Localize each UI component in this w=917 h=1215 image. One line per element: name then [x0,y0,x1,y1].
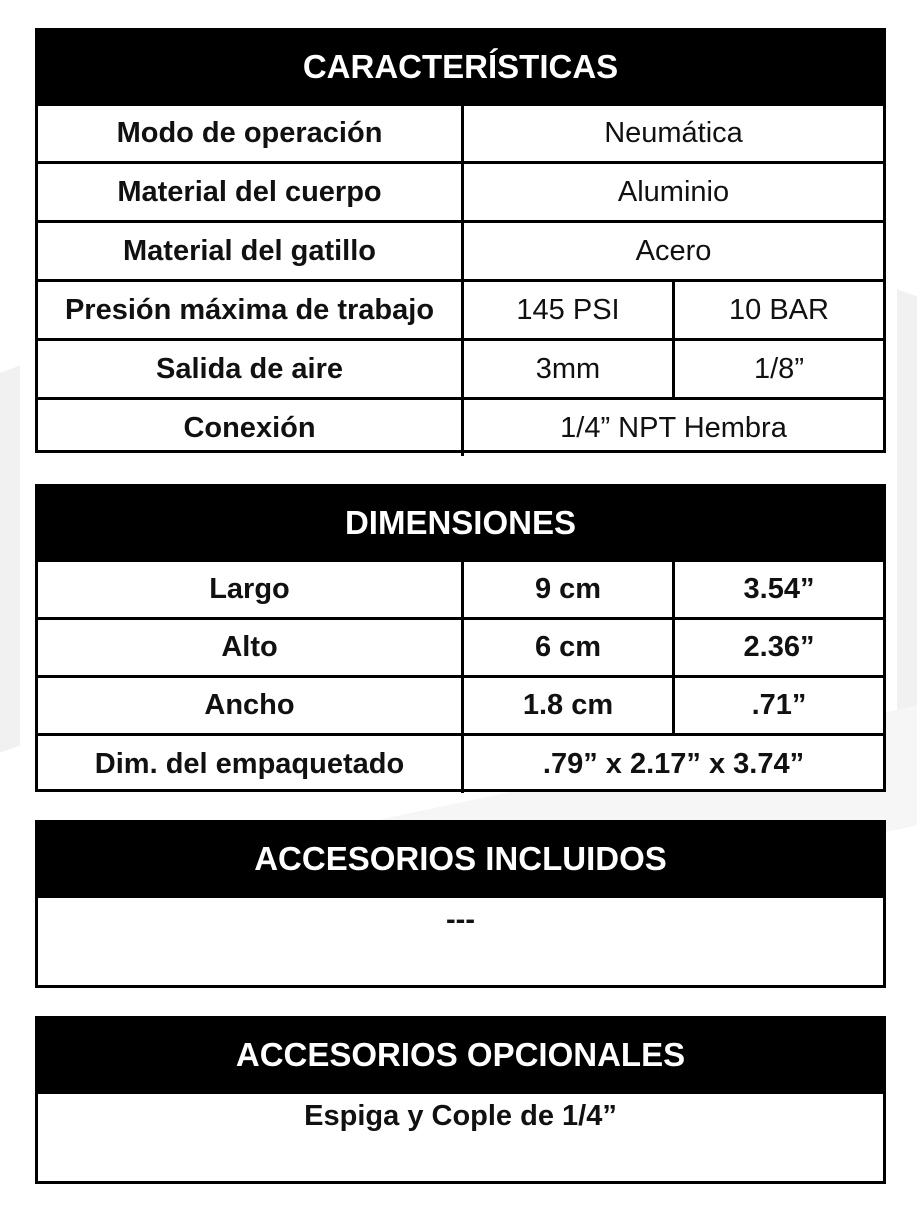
accesorios-opcionales-title: ACCESORIOS OPCIONALES [38,1019,883,1091]
table-row [38,733,883,793]
row-value: Aluminio [461,164,883,220]
row-value-primary: 9 cm [461,562,672,617]
row-value-primary: 145 PSI [461,282,672,338]
accesorios-incluidos-content: --- [38,895,883,985]
row-label: Modo de operación [116,117,383,149]
row-value-secondary: 2.36” [672,620,883,675]
table-row [38,220,883,279]
accesorios-incluidos-box [35,820,886,988]
accesorios-opcionales-content: Espiga y Cople de 1/4” [38,1091,883,1181]
row-value-secondary: 1/8” [672,341,883,397]
table-row [38,559,883,617]
dimensiones-title: DIMENSIONES [38,487,883,559]
row-value: Neumática [461,106,883,161]
table-row [38,103,883,161]
background-shape [0,365,20,774]
row-label: Ancho [204,689,295,721]
row-label: Alto [221,631,278,663]
caracteristicas-title: CARACTERÍSTICAS [38,31,883,103]
accesorios-opcionales-box [35,1016,886,1184]
table-row [38,617,883,675]
row-value-secondary: .71” [672,678,883,733]
row-value: 1/4” NPT Hembra [461,400,883,456]
table-row [38,675,883,733]
table-row [38,397,883,456]
row-value-secondary: 3.54” [672,562,883,617]
row-label: Salida de aire [156,352,343,385]
table-row [38,161,883,220]
caracteristicas-table [35,28,886,453]
accesorios-incluidos-title: ACCESORIOS INCLUIDOS [38,823,883,895]
table-row [38,338,883,397]
row-value-primary: 1.8 cm [461,678,672,733]
row-label: Dim. del empaquetado [94,748,405,780]
row-label: Conexión [183,411,316,444]
row-value: Acero [461,223,883,279]
row-label: Presión máxima de trabajo [64,293,435,326]
row-label: Material del gatillo [123,234,376,267]
row-value-primary: 3mm [461,341,672,397]
row-value: .79” x 2.17” x 3.74” [461,736,883,793]
dimensiones-table [35,484,886,792]
row-label: Largo [209,573,290,605]
row-label: Material del cuerpo [117,175,382,208]
background-shape [897,289,917,731]
row-value-primary: 6 cm [461,620,672,675]
table-row [38,279,883,338]
row-value-secondary: 10 BAR [672,282,883,338]
